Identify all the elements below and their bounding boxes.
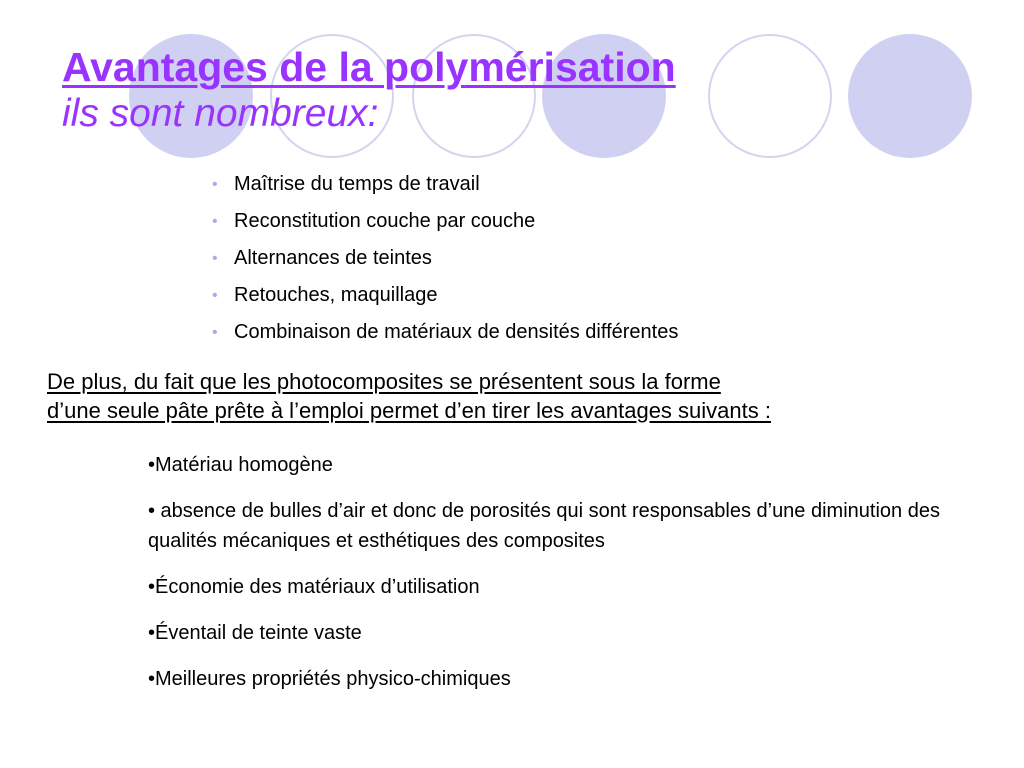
list-item — [212, 166, 678, 203]
bullet-dot-icon: • — [212, 250, 218, 267]
lead-line-1: De plus, du fait que les photocomposites se présentent sous la forme — [47, 369, 721, 394]
list-item-text: Maîtrise du temps de travail — [234, 173, 480, 195]
list-item-text: Reconstitution couche par couche — [234, 210, 536, 232]
list-item — [212, 314, 678, 351]
list-item-text: Combinaison de matériaux de densités différentes — [234, 321, 679, 343]
list-item: •Meilleures propriétés physico-chimiques — [148, 668, 511, 690]
list-item: •Éventail de teinte vaste — [148, 622, 362, 644]
circle-filled-3 — [848, 34, 972, 158]
bullet-dot-icon: • — [212, 176, 218, 193]
slide-subtitle: ils sont nombreux: — [62, 92, 379, 135]
list-item: •Matériau homogène — [148, 454, 333, 476]
circle-outline-3 — [709, 35, 831, 157]
title-block — [62, 42, 676, 136]
bullet-dot-icon: • — [212, 324, 218, 341]
lead-line-2: d’une seule pâte prête à l’emploi permet d’en tirer les avantages suivants : — [47, 398, 771, 423]
list-item-text: Retouches, maquillage — [234, 284, 438, 306]
list-item — [212, 203, 678, 240]
list-item — [212, 240, 678, 277]
bullet-dot-icon: • — [212, 287, 218, 304]
list-item: •Économie des matériaux d’utilisation — [148, 576, 480, 598]
list-item: • absence de bulles d’air et donc de porosités qui sont responsables d’une diminution des qualités mécaniques et esthétiques des composites — [148, 500, 940, 552]
list-item — [212, 277, 678, 314]
advantages-list — [148, 450, 1004, 710]
benefits-list — [212, 166, 678, 351]
slide-title: Avantages de la polymérisation — [62, 44, 676, 90]
lead-paragraph — [47, 367, 771, 425]
bullet-dot-icon: • — [212, 213, 218, 230]
list-item-text: Alternances de teintes — [234, 247, 432, 269]
